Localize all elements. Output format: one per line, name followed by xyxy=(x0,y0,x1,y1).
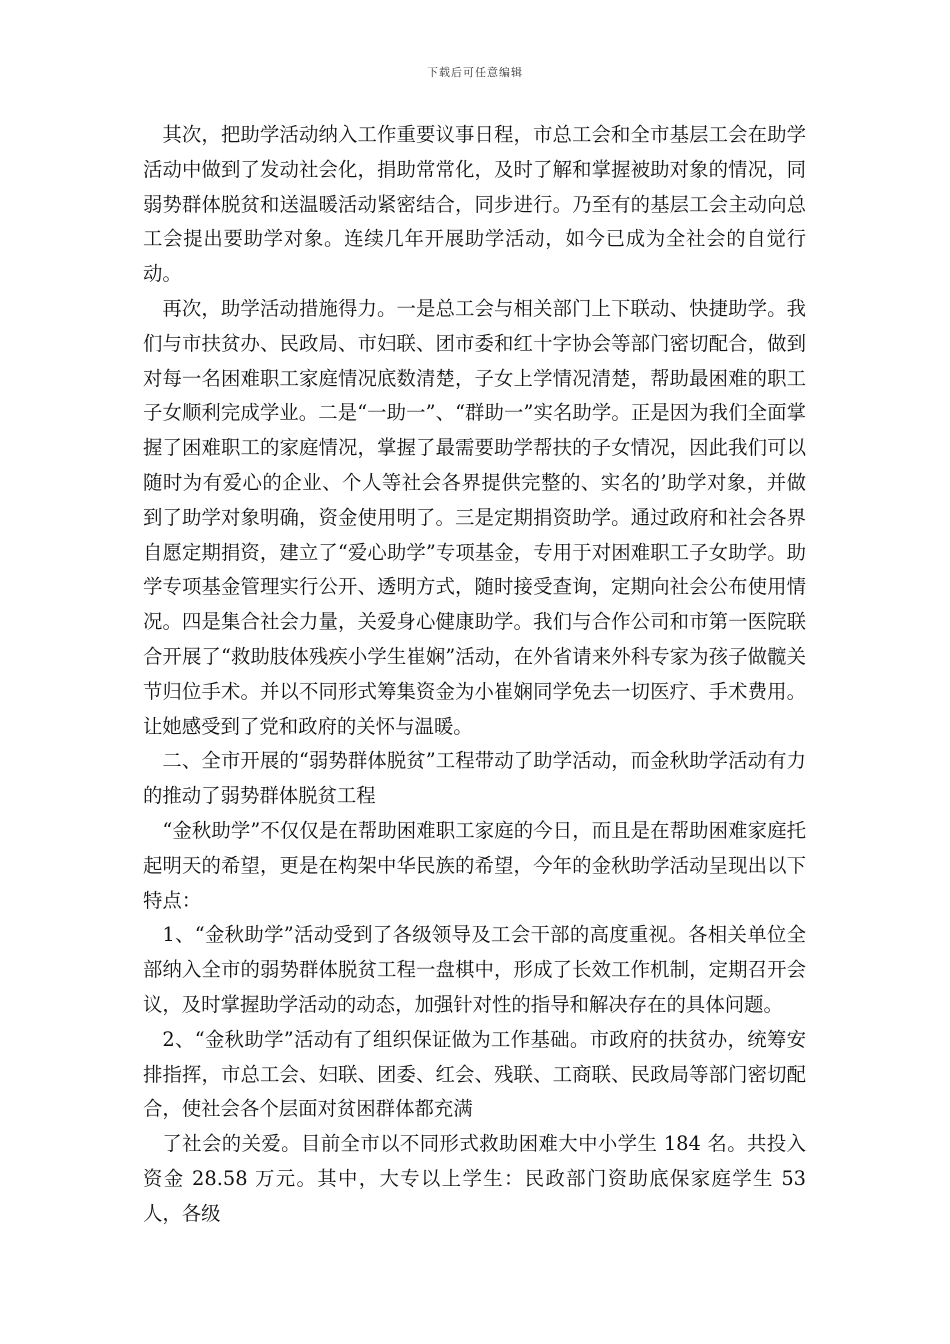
paragraph-5: 1、“金秋助学”活动受到了各级领导及工会干部的高度重视。各相关单位全部纳入全市的弱势群体脱贫工程一盘棋中，形成了长效工作机制，定期召开会议，及时掌握助学活动的动态，加强针对性的指导和解决存在的具体问题。 xyxy=(143,923,806,1016)
paragraph-4: “金秋助学”不仅仅是在帮助困难职工家庭的今日，而且是在帮助困难家庭托起明天的希望，更是在构架中华民族的希望，今年的金秋助学活动呈现出以下特点： xyxy=(143,818,806,912)
paragraph-1: 其次，把助学活动纳入工作重要议事日程，市总工会和全市基层工会在助学活动中做到了发动社会化，捐助常常化，及时了解和掌握被助对象的情况，同弱势群体脱贫和送温暖活动紧密结合，同步进行。乃至有的基层工会主动向总工会提出要助学对象。连续几年开展助学活动，如今已成为全社会的自觉行动。 xyxy=(143,123,806,286)
paragraph-3: 二、全市开展的“弱势群体脱贫”工程带动了助学活动，而金秋助学活动有力的推动了弱势群体脱贫工程 xyxy=(143,749,806,808)
page-header: 下载后可任意编辑 xyxy=(427,66,523,79)
paragraph-6: 2、“金秋助学”活动有了组织保证做为工作基础。市政府的扶贫办，统筹安排指挥，市总工会、妇联、团委、红会、残联、工商联、民政局等部门密切配合，使社会各个层面对贫困群体都充满 xyxy=(143,1027,806,1121)
paragraph-2: 再次，助学活动措施得力。一是总工会与相关部门上下联动、快捷助学。我们与市扶贫办、民政局、市妇联、团市委和红十字协会等部门密切配合，做到对每一名困难职工家庭情况底数清楚，子女上学情况清楚，帮助最困难的职工子女顺利完成学业。二是“一助一”、“群助一”实名助学。正是因为我们全面掌握了困难职工的家庭情况，掌握了最需要助学帮扶的子女情况，因此我们可以随时为有爱心的企业、个人等社会各界提供完整的、实名的’助学对象，并做到了助学对象明确，资金使用明了。三是定期捐资助学。通过政府和社会各界自愿定期捐资，建立了“爱心助学”专项基金，专用于对困难职工子女助学。助学专项基金管理实行公开、透明方式，随时接受查询，定期向社会公布使用情况。四是集合社会力量，关爱身心健康助学。我们与合作公司和市第一医院联合开展了“救助肢体残疾小学生崔娴”活动，在外省请来外科专家为孩子做髋关节归位手术。并以不同形式筹集资金为小崔娴同学免去一切医疗、手术费用。让她感受到了党和政府的关怀与温暖。 xyxy=(143,296,806,738)
paragraph-7: 了社会的关爱。目前全市以不同形式救助困难大中小学生 184 名。共投入资金 28.58 万元。其中，大专以上学生：民政部门资助底保家庭学生 53 人，各级 xyxy=(143,1132,806,1225)
document-body xyxy=(143,118,806,1232)
